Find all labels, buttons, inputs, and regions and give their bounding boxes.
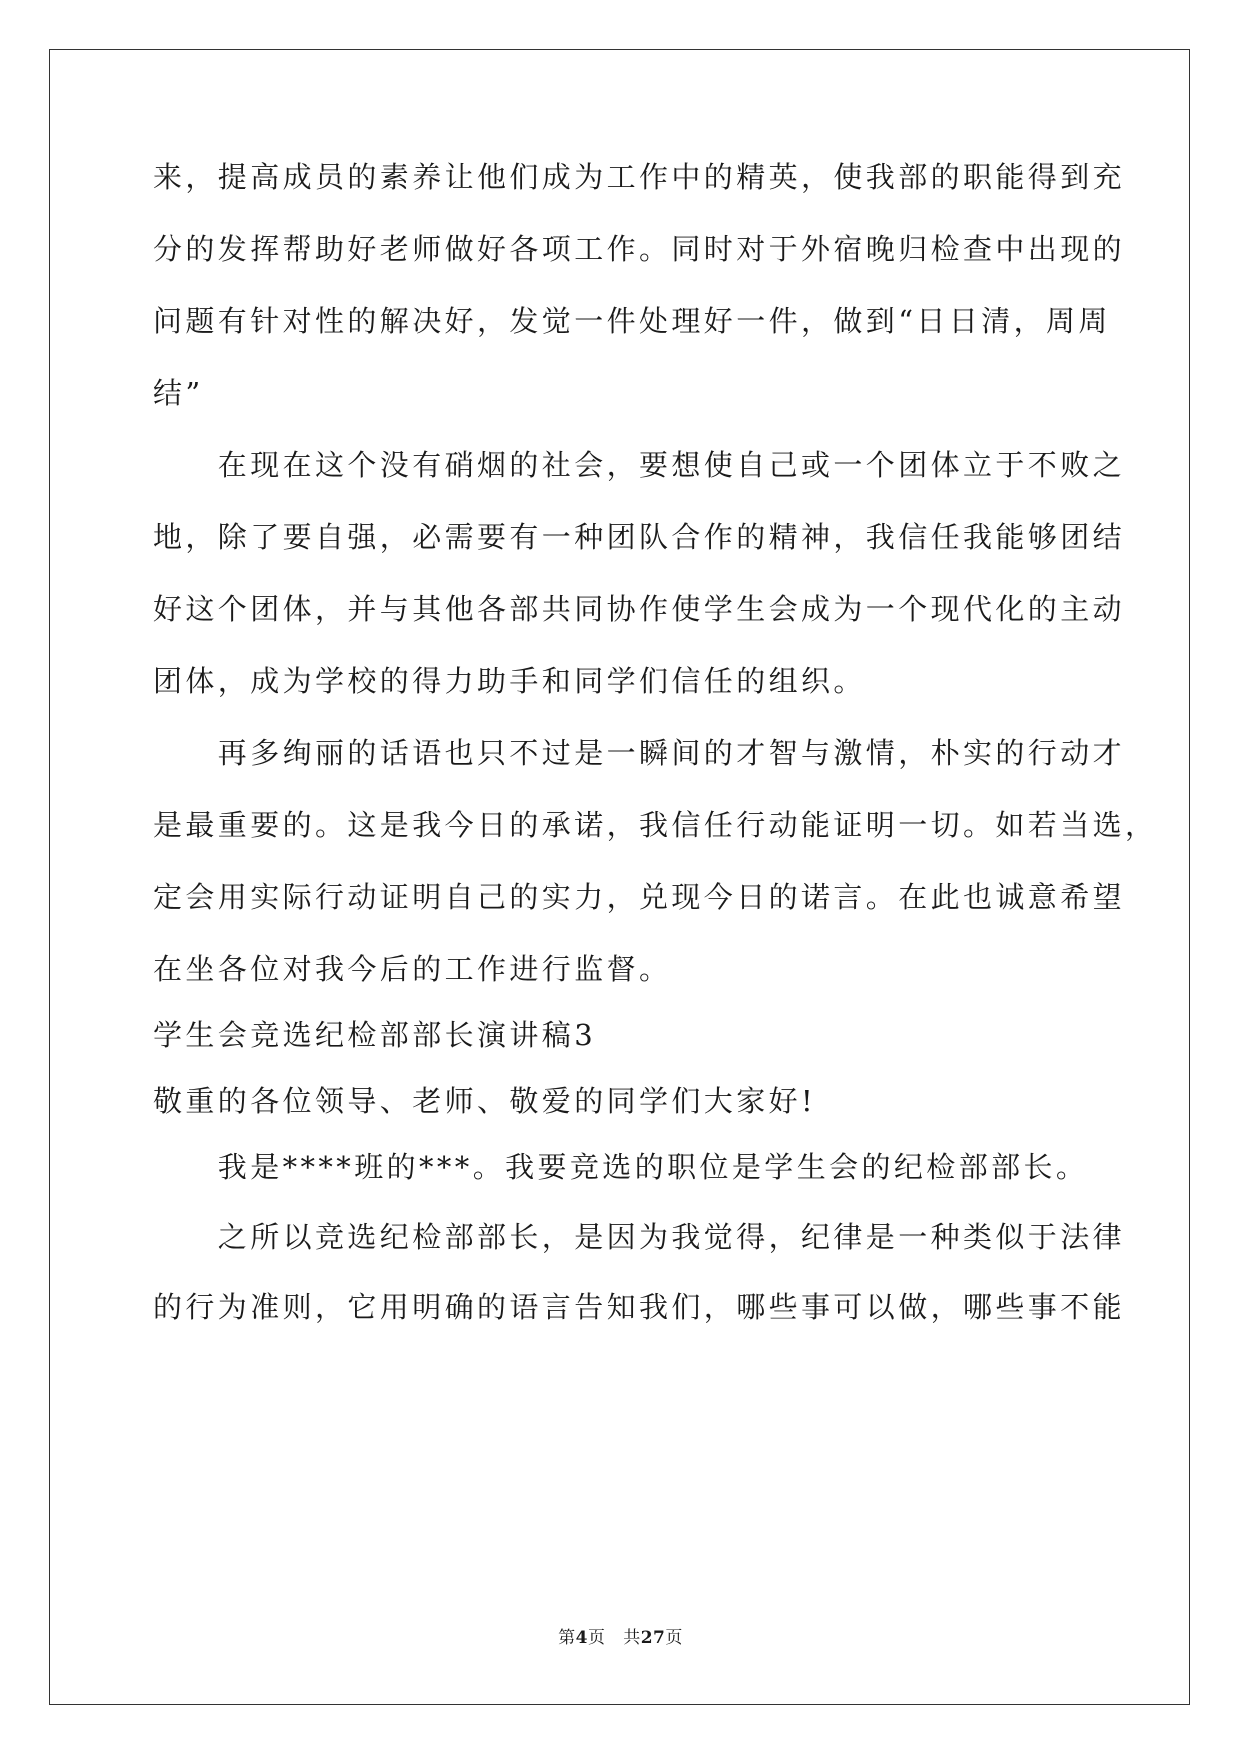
page-border <box>49 49 1190 1705</box>
page-prefix: 第 <box>558 1628 576 1648</box>
paragraph-line: 团体，成为学校的得力助手和同学们信任的组织。 <box>153 664 866 698</box>
paragraph-line: 在坐各位对我今后的工作进行监督。 <box>153 952 672 986</box>
paragraph-line: 来，提高成员的素养让他们成为工作中的精英，使我部的职能得到充 <box>153 160 1126 194</box>
paragraph-line: 之所以竞选纪检部部长，是因为我觉得，纪律是一种类似于法律 <box>153 1220 1126 1254</box>
paragraph-line: 再多绚丽的话语也只不过是一瞬间的才智与激情，朴实的行动才 <box>153 736 1126 770</box>
page-suffix: 页 <box>587 1628 606 1648</box>
total-prefix: 共 <box>623 1628 641 1648</box>
page-footer <box>0 1628 1241 1648</box>
page-number: 4 <box>575 1628 588 1648</box>
paragraph-line: 地，除了要自强，必需要有一种团队合作的精神，我信任我能够团结 <box>153 520 1126 554</box>
paragraph-line: 我是****班的***。我要竞选的职位是学生会的纪检部部长。 <box>153 1150 1089 1184</box>
total-suffix: 页 <box>665 1628 683 1648</box>
paragraph-line: 好这个团体，并与其他各部共同协作使学生会成为一个现代化的主动 <box>153 592 1126 626</box>
section-heading: 学生会竞选纪检部部长演讲稿3 <box>153 1018 597 1052</box>
paragraph-line: 是最重要的。这是我今日的承诺，我信任行动能证明一切。如若当选， <box>153 808 1158 842</box>
salutation-line: 敬重的各位领导、老师、敬爱的同学们大家好! <box>153 1084 817 1118</box>
total-pages: 27 <box>640 1628 666 1648</box>
paragraph-line: 在现在这个没有硝烟的社会，要想使自己或一个团体立于不败之 <box>153 448 1126 482</box>
paragraph-line: 问题有针对性的解决好，发觉一件处理好一件，做到“日日清，周周 <box>153 304 1111 338</box>
paragraph-line: 的行为准则，它用明确的语言告知我们，哪些事可以做，哪些事不能 <box>153 1290 1126 1324</box>
paragraph-line: 分的发挥帮助好老师做好各项工作。同时对于外宿晚归检查中出现的 <box>153 232 1126 266</box>
paragraph-line: 定会用实际行动证明自己的实力，兑现今日的诺言。在此也诚意希望 <box>153 880 1126 914</box>
paragraph-line: 结” <box>153 376 204 410</box>
